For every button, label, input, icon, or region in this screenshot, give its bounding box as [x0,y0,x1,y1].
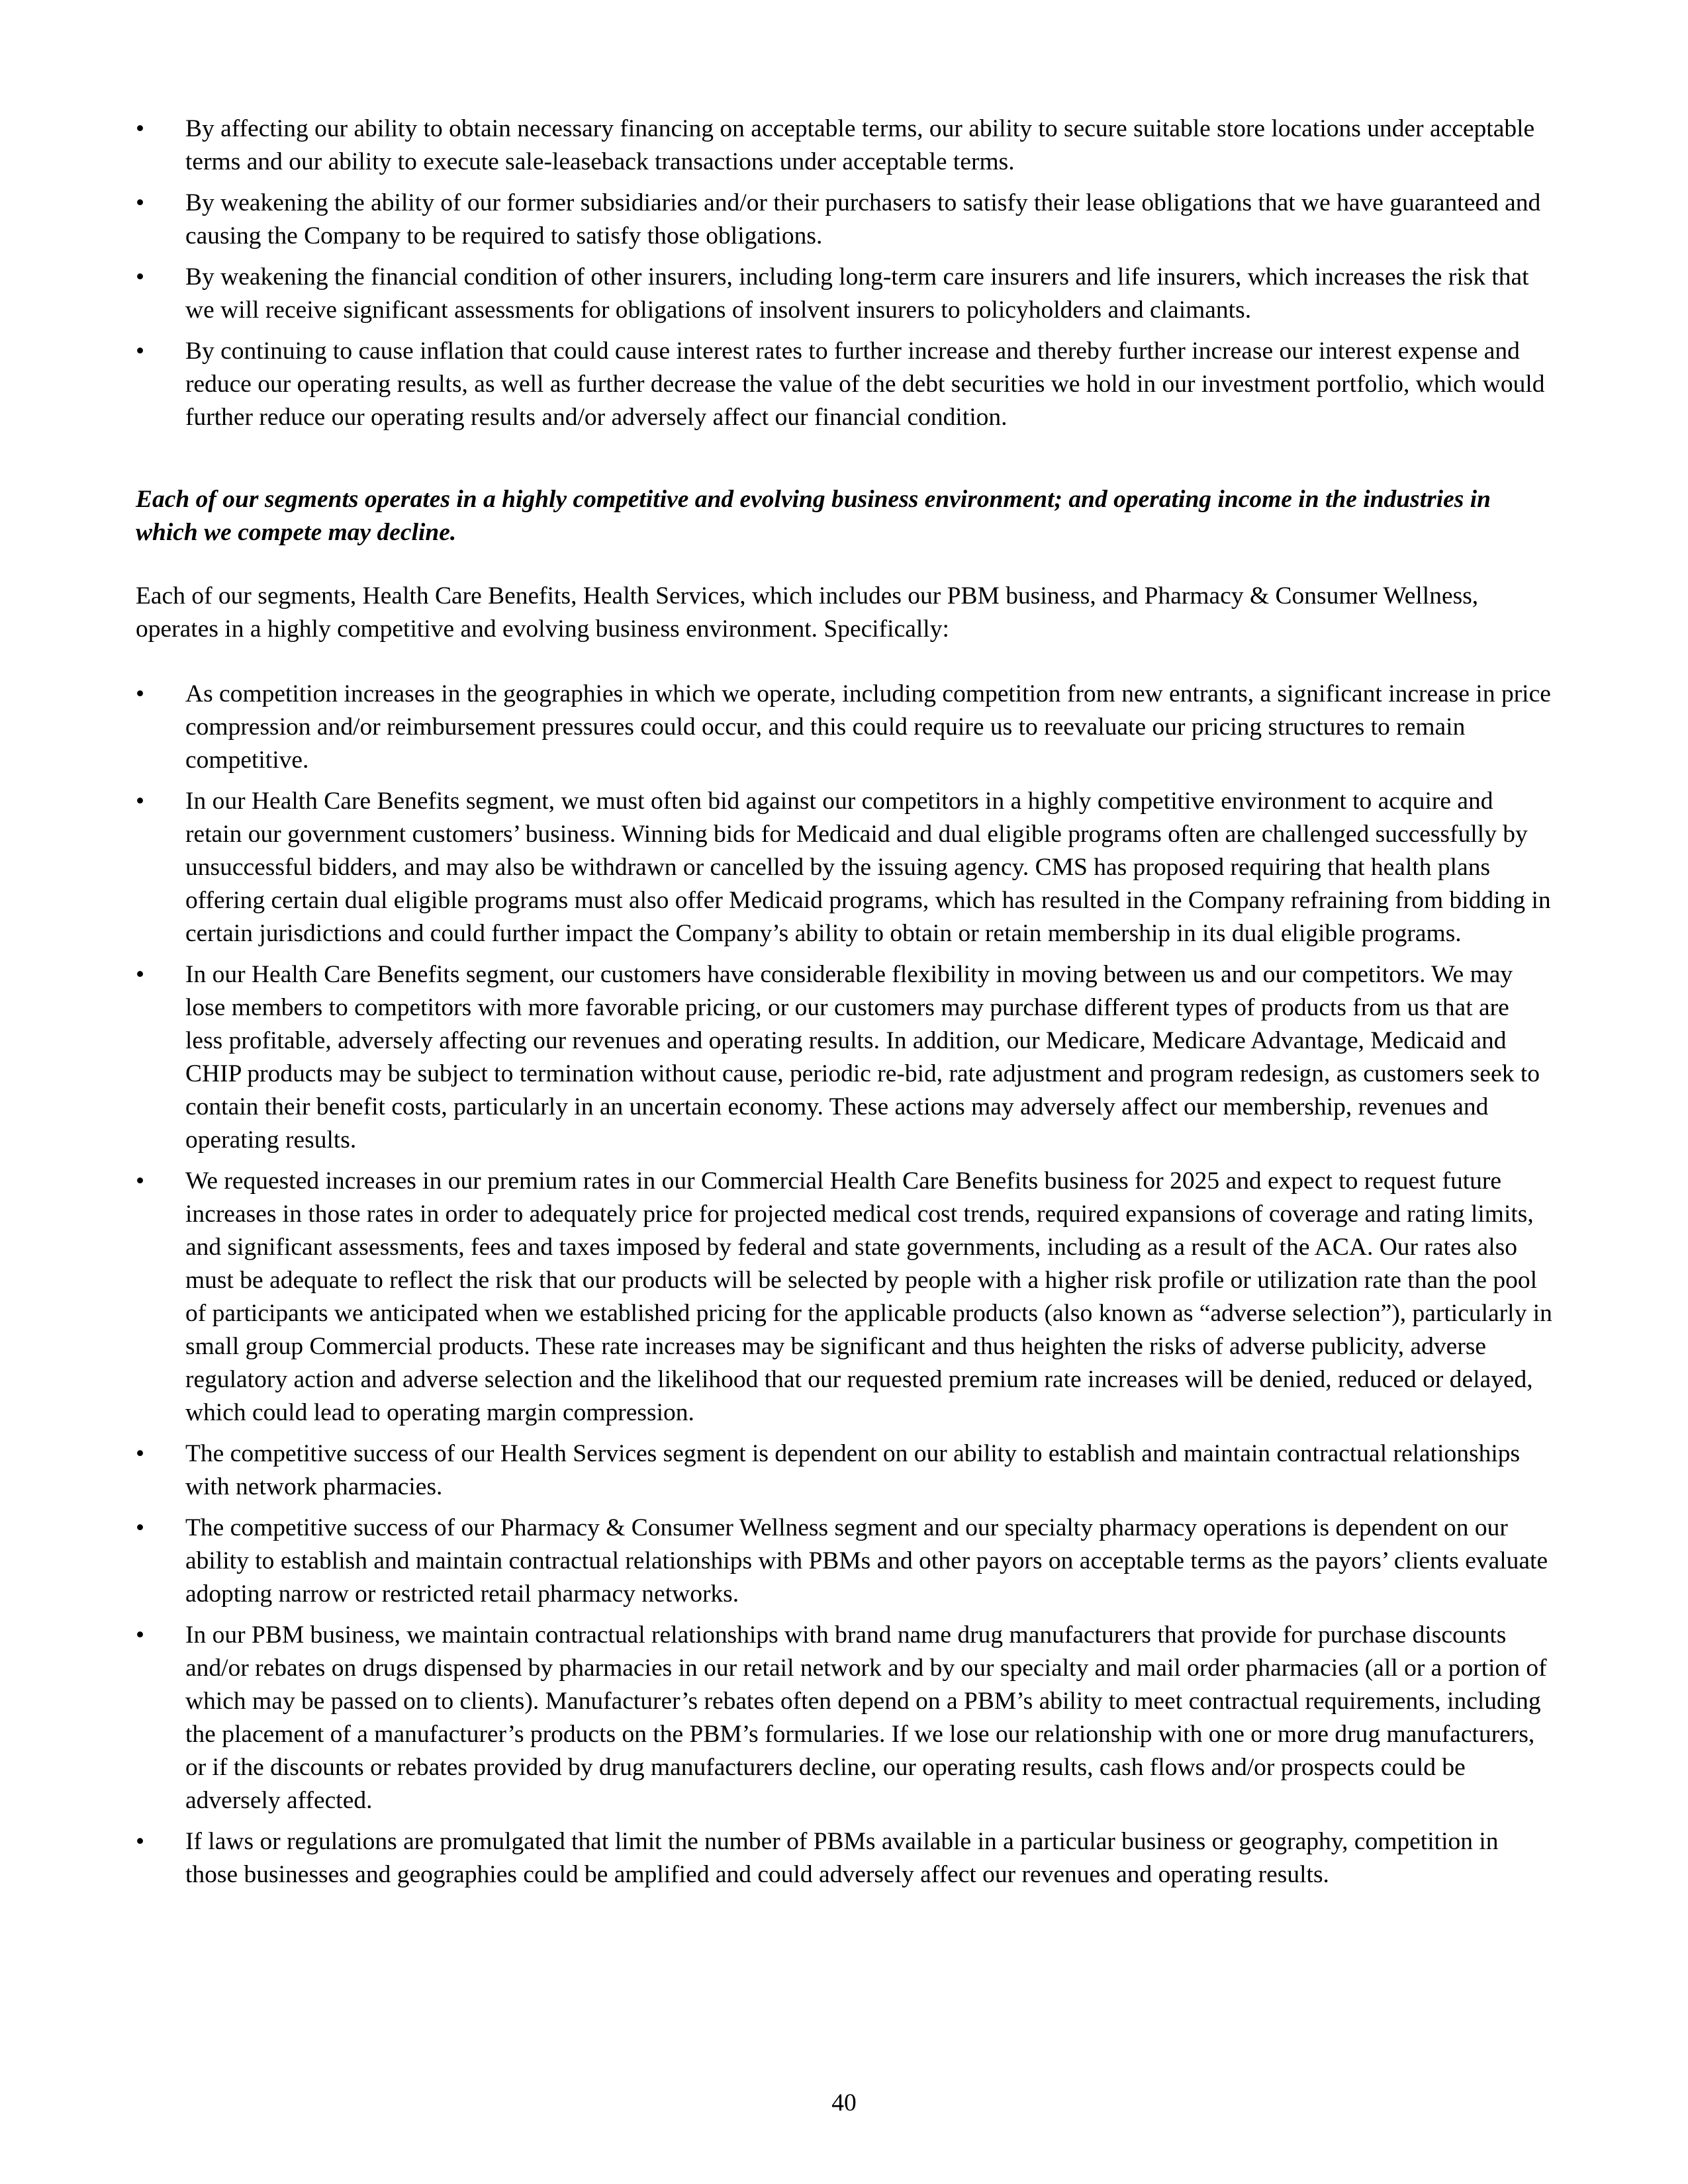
bullet-glyph: • [136,680,145,707]
bullet-glyph: • [136,189,145,216]
main-bullet-list [136,678,1552,1891]
list-item [136,187,1552,253]
bullet-glyph: • [136,1514,145,1541]
section-intro-paragraph: Each of our segments, Health Care Benefits, Health Services, which includes our PBM business, and Pharmacy & Consumer Wellness, operates in a highly competitive and evolving business environment. Specifically: [136,582,1479,643]
list-item [136,958,1552,1157]
bullet-glyph: • [136,1167,145,1195]
bullet-glyph: • [136,1440,145,1467]
list-item [136,335,1552,434]
list-item [136,1437,1552,1504]
bullet-glyph: • [136,263,145,291]
page-number: 40 [831,2089,857,2116]
list-item-text: As competition increases in the geographies in which we operate, including competition from new entrants, a significant increase in price compression and/or reimbursement pressures could occur, and this could require us to reevaluate our pricing structures to remain competitive. [185,680,1551,774]
list-item [136,1165,1552,1430]
list-item-text: The competitive success of our Health Services segment is dependent on our ability to establish and maintain contractual relationships with network pharmacies. [185,1440,1521,1500]
bullet-glyph: • [136,961,145,988]
list-item [136,113,1552,179]
list-item-text: The competitive success of our Pharmacy & Consumer Wellness segment and our specialty pharmacy operations is dependent on our ability to establish and maintain contractual relationships with PBMs and other payors on acceptable terms as the payors’ clients evaluate adopting narrow or restricted retail pharmacy networks. [185,1514,1548,1608]
list-item-text: In our Health Care Benefits segment, we must often bid against our competitors in a highly competitive environment to acquire and retain our government customers’ business. Winning bids for Medicaid and dual eligible programs often are challenged successfully by unsuccessful bidders, and may also be withdrawn or cancelled by the issuing agency. CMS has proposed requiring that health plans offering certain dual eligible programs must also offer Medicaid programs, which has resulted in the Company refraining from bidding in certain jurisdictions and could further impact the Company’s ability to obtain or retain membership in its dual eligible programs. [185,788,1551,947]
list-item-text: By affecting our ability to obtain necessary financing on acceptable terms, our ability to secure suitable store locations under acceptable terms and our ability to execute sale-leaseback transactions under acceptable terms. [185,115,1535,175]
bullet-glyph: • [136,788,145,815]
list-item-text: By continuing to cause inflation that could cause interest rates to further increase and thereby further increase our interest expense and reduce our operating results, as well as further decrease the value of the debt securities we hold in our investment portfolio, which would further reduce our operating results and/or adversely affect our financial condition. [185,338,1545,431]
list-item-text: By weakening the financial condition of other insurers, including long-term care insurers and life insurers, which increases the risk that we will receive significant assessments for obligations of insolvent insurers to policyholders and claimants. [185,263,1529,324]
bullet-glyph: • [136,1828,145,1855]
list-item-text: If laws or regulations are promulgated that limit the number of PBMs available in a particular business or geography, competition in those businesses and geographies could be amplified and could adversely affect our revenues and operating results. [185,1828,1499,1888]
section-heading: Each of our segments operates in a highly competitive and evolving business environment; and operating income in the industries in which we compete may decline. [136,486,1491,546]
list-item [136,785,1552,950]
list-item [136,1825,1552,1891]
list-item-text: We requested increases in our premium rates in our Commercial Health Care Benefits business for 2025 and expect to request future increases in those rates in order to adequately price for projected medical cost trends, required expansions of coverage and rating limits, and significant assessments, fees and taxes imposed by federal and state governments, including as a result of the ACA. Our rates also must be adequate to reflect the risk that our products will be selected by people with a higher risk profile or utilization rate than the pool of participants we anticipated when we established pricing for the applicable products (also known as “adverse selection”), particularly in small group Commercial products. These rate increases may be significant and thus heighten the risks of adverse publicity, adverse regulatory action and adverse selection and the likelihood that our requested premium rate increases will be denied, reduced or delayed, which could lead to operating margin compression. [185,1167,1552,1426]
list-item [136,678,1552,777]
list-item [136,1512,1552,1611]
bullet-glyph: • [136,338,145,365]
top-bullet-list [136,113,1552,434]
document-body [136,113,1552,1899]
list-item-text: By weakening the ability of our former subsidiaries and/or their purchasers to satisfy their lease obligations that we have guaranteed and causing the Company to be required to satisfy those obligations. [185,189,1541,250]
list-item [136,261,1552,327]
bullet-glyph: • [136,1621,145,1649]
list-item-text: In our PBM business, we maintain contractual relationships with brand name drug manufacturers that provide for purchase discounts and/or rebates on drugs dispensed by pharmacies in our retail network and by our specialty and mail order pharmacies (all or a portion of which may be passed on to clients). Manufacturer’s rebates often depend on a PBM’s ability to meet contractual requirements, including the placement of a manufacturer’s products on the PBM’s formularies. If we lose our relationship with one or more drug manufacturers, or if the discounts or rebates provided by drug manufacturers decline, our operating results, cash flows and/or prospects could be adversely affected. [185,1621,1547,1814]
list-item [136,1619,1552,1817]
list-item-text: In our Health Care Benefits segment, our customers have considerable flexibility in moving between us and our competitors. We may lose members to competitors with more favorable pricing, or our customers may purchase different types of products from us that are less profitable, adversely affecting our revenues and operating results. In addition, our Medicare, Medicare Advantage, Medicaid and CHIP products may be subject to termination without cause, periodic re-bid, rate adjustment and program redesign, as customers seek to contain their benefit costs, particularly in an uncertain economy. These actions may adversely affect our membership, revenues and operating results. [185,961,1540,1154]
bullet-glyph: • [136,115,145,142]
